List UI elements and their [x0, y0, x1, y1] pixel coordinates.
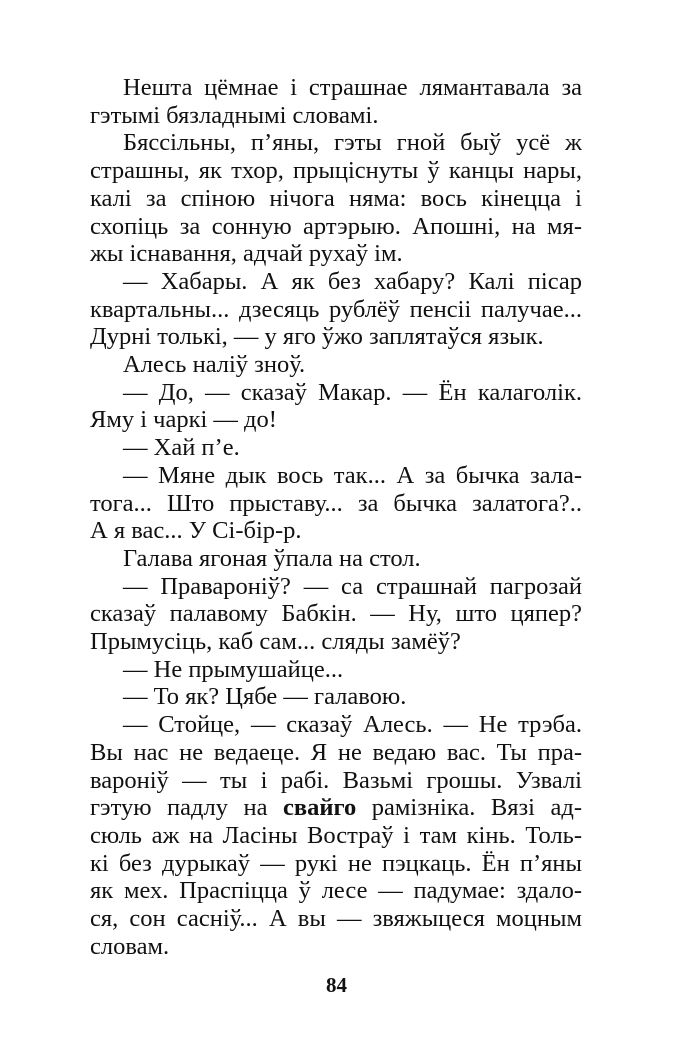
- text-line: А я вас... У Сі-бір-р.: [90, 517, 302, 545]
- text-line: вароніў — ты і рабі. Вазьмі грошы. Узвалі: [90, 766, 582, 794]
- text-line: квартальны... дзесяць рублёў пенсіі палучае...: [90, 295, 582, 323]
- text-line: сказаў палавому Бабкін. — Ну, што цяпер?: [90, 600, 582, 628]
- text-line: — Праваронiў? — са страшнай пагрозай: [123, 572, 582, 600]
- text-line: — То як? Цябе — галавою.: [123, 683, 407, 711]
- bold-word: свайго: [283, 794, 357, 822]
- text-fragment: гэтую падлу на: [90, 794, 283, 822]
- text-line: словам.: [90, 932, 170, 960]
- text-line: Дурні толькі, — у яго ўжо заплятаўся язык.: [90, 323, 544, 351]
- text-line: страшны, як тхор, прыцiснуты ў канцы нары,: [90, 157, 582, 185]
- text-line: Галава ягоная ўпала на стол.: [123, 544, 421, 572]
- text-line: ся, сон сасніў... А вы — звяжыцеся моцным: [90, 905, 582, 933]
- text-line: кі без дурыкаў — рукі не пэцкаць. Ён п’яны: [90, 849, 582, 877]
- text-line: [90, 794, 582, 822]
- text-line: сюль аж на Ласіны Востраў і там кінь. Толь-: [90, 821, 582, 849]
- text-line: — До, — сказаў Макар. — Ён калаголік.: [123, 378, 582, 406]
- text-line: Яму і чаркі — до!: [90, 406, 277, 434]
- text-line: Нешта цёмнае і страшнае лямантавала за: [123, 74, 582, 101]
- text-line: як мех. Праспіцца ў лесе — падумае: здало-: [90, 877, 582, 905]
- text-line: схопіць за сонную артэрыю. Апошні, на мя-: [90, 212, 582, 240]
- text-line: — Хай п’е.: [123, 434, 240, 462]
- text-line: жы існавання, адчай рухаў ім.: [90, 240, 403, 268]
- page-number: 84: [326, 973, 347, 997]
- text-line: — Не прымушайце...: [123, 655, 344, 683]
- text-fragment: рамізніка. Вязі ад-: [356, 794, 582, 822]
- page-text: [90, 74, 582, 961]
- text-line: тога... Што прыставу... за бычка залатога?..: [90, 489, 582, 517]
- text-line: Алесь наліў зноў.: [123, 351, 306, 379]
- text-line: гэтымі бязладнымі словамі.: [90, 101, 379, 129]
- text-line: Прымусіць, каб сам... сляды замёў?: [90, 628, 461, 656]
- text-line: — Стойце, — сказаў Алесь. — Не трэба.: [123, 711, 582, 739]
- text-line: — Мяне дык вось так... А за бычка зала-: [123, 461, 582, 489]
- text-line: Бяссільны, п’яны, гэты гной быў усё ж: [123, 129, 582, 157]
- text-line: Вы нас не ведаеце. Я не ведаю вас. Ты пра-: [90, 738, 582, 766]
- text-line: калі за спіною нічога няма: вось кінецца і: [90, 184, 582, 212]
- text-line: — Хабары. А як без хабару? Калі пісар: [123, 267, 582, 295]
